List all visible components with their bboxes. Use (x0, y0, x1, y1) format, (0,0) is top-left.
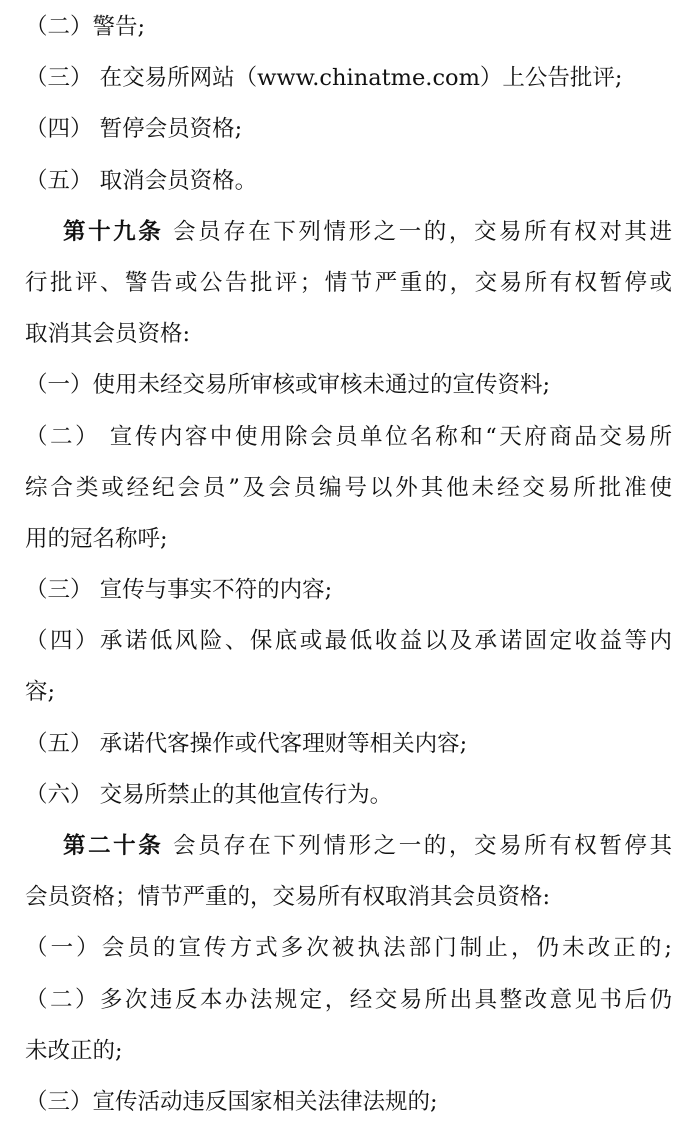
line-text: 用的冠名称呼; (25, 525, 168, 552)
text-line (25, 1028, 672, 1079)
text-line (25, 465, 672, 516)
line-text: （三）宣传活动违反国家相关法律法规的; (25, 1088, 438, 1115)
line-text: （三） 宣传与事实不符的内容; (25, 577, 333, 604)
text-line (25, 567, 672, 618)
line-text: （四）承诺低风险、保底或最低收益以及承诺固定收益等内 (25, 628, 672, 655)
line-text: （二）警告; (25, 14, 146, 40)
text-line (25, 925, 672, 976)
line-text: 会员存在下列情形之一的，交易所有权对其进 (163, 218, 672, 245)
line-text: （五） 取消会员资格。 (25, 167, 258, 194)
text-line (25, 721, 672, 772)
line-text: （一）使用未经交易所审核或审核未通过的宣传资料; (25, 372, 551, 399)
line-text: （一）会员的宣传方式多次被执法部门制止，仍未改正的; (25, 935, 672, 962)
text-line (25, 362, 672, 413)
article-heading-line (25, 209, 672, 260)
text-line (25, 1079, 672, 1130)
line-text: 会员存在下列情形之一的，交易所有权暂停其 (163, 833, 672, 859)
text-line (25, 158, 672, 209)
text-line (25, 874, 672, 925)
article-number: 第二十条 (63, 833, 164, 859)
text-line (25, 772, 672, 823)
article-heading-line (25, 823, 672, 874)
text-line (25, 618, 672, 669)
line-text: 容; (25, 679, 56, 706)
line-text: 会员资格；情节严重的，交易所有权取消其会员资格: (25, 884, 551, 911)
text-line (25, 977, 672, 1028)
text-line (25, 516, 672, 567)
text-line (25, 260, 672, 311)
line-text: 取消其会员资格: (25, 321, 191, 348)
text-line (25, 669, 672, 720)
text-line (25, 106, 672, 157)
text-line (25, 55, 672, 106)
line-text: （六） 交易所禁止的其他宣传行为。 (25, 781, 393, 808)
article-number: 第十九条 (63, 218, 164, 245)
text-line (25, 311, 672, 362)
line-text: 行批评、警告或公告批评；情节严重的，交易所有权暂停或 (25, 269, 672, 296)
line-text: （二） 宣传内容中使用除会员单位名称和“天府商品交易所 (25, 423, 672, 450)
line-text: （四） 暂停会员资格; (25, 116, 243, 143)
line-text: 未改正的; (25, 1037, 123, 1064)
line-text: （二）多次违反本办法规定，经交易所出具整改意见书后仍 (25, 986, 672, 1013)
text-line (25, 414, 672, 465)
text-line (25, 4, 672, 55)
line-text: （三） 在交易所网站（www.chinatme.com）上公告批评; (25, 65, 623, 92)
line-text: （五） 承诺代客操作或代客理财等相关内容; (25, 730, 468, 757)
line-text: 综合类或经纪会员”及会员编号以外其他未经交易所批准使 (25, 474, 672, 501)
